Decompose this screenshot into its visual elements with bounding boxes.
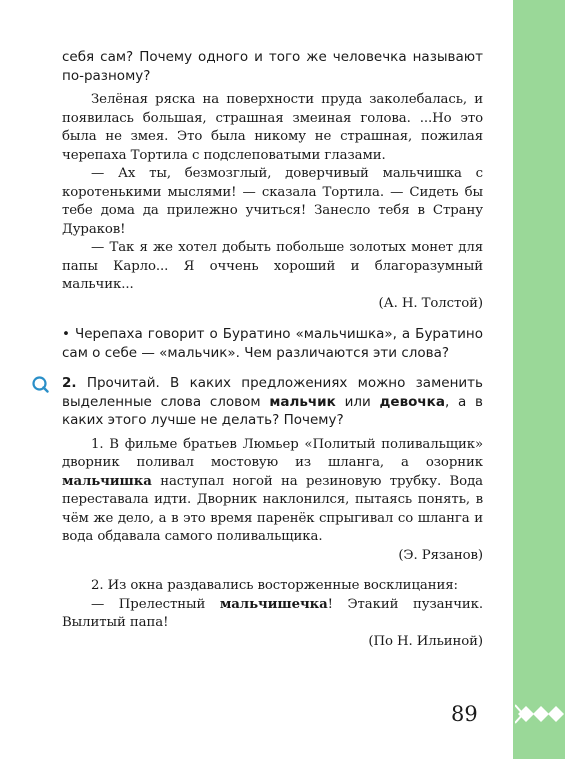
page-content [62, 48, 483, 651]
page-margin-band [513, 0, 565, 759]
page-number: 89 [451, 702, 478, 726]
highlight-word: мальчишка [62, 473, 152, 489]
excerpt-source: (Э. Рязанов) [398, 547, 483, 563]
task-instruction: 2. Прочитай. В каких предложениях можно заменить выделенные слова словом мальчик или девочка, а в каких этого лучше не делать? Почему? [62, 375, 483, 428]
ilyina-excerpt [62, 577, 483, 651]
bullet-question: • Черепаха говорит о Буратино «мальчишка», а Буратино сам о себе — «мальчик». Чем различаются эти слова? [62, 326, 483, 361]
task-number: 2. [62, 375, 77, 391]
excerpt-paragraph: 1. В фильме братьев Люмьер «Политый поливальщик» дворник поливал мостовую из шланга, а озорник мальчишка наступал ногой на резиновую трубку. Вода переставала идти. Дворник наклонился, пытаясь понять, в чём же дело, а в это время паренёк спрыгивал со шланга и вода обдавала самого поливальщика. [62, 436, 483, 544]
question-continuation: себя сам? Почему одного и того же человечка называют по-разному? [62, 49, 483, 84]
tolstoy-excerpt [62, 91, 483, 313]
task-2 [62, 374, 483, 430]
magnifier-icon [32, 376, 49, 393]
highlight-word: мальчишечка [219, 596, 328, 612]
highlight-word: девочка [379, 393, 445, 410]
ryazanov-excerpt [62, 436, 483, 566]
highlight-word: мальчик [269, 393, 336, 410]
excerpt-paragraph: Зелёная ряска на поверхности пруда заколебалась, и появилась большая, страшная змеиная голова. ...Но это была не змея. Это была никому не страшная, пожилая черепаха Тортила с подслеповатыми глазами. [62, 92, 483, 163]
excerpt-paragraph: — Ах ты, безмозглый, доверчивый мальчишка с коротенькими мыслями! — сказала Тортила. — Сидеть бы тебе дома да прилежно учиться! Занесло тебя в Страну Дураков! [62, 166, 483, 237]
excerpt-paragraph: — Прелестный мальчишечка! Этакий пузанчик. Вылитый папа! [62, 596, 483, 630]
excerpt-source: (По Н. Ильиной) [368, 633, 483, 649]
chevron-pattern-icon [515, 703, 565, 725]
excerpt-source: (А. Н. Толстой) [378, 295, 483, 311]
excerpt-paragraph: — Так я же хотел добыть побольше золотых монет для папы Карло... Я оччень хороший и благоразумный мальчик... [62, 240, 483, 292]
excerpt-paragraph: 2. Из окна раздавались восторженные восклицания: [91, 578, 458, 593]
